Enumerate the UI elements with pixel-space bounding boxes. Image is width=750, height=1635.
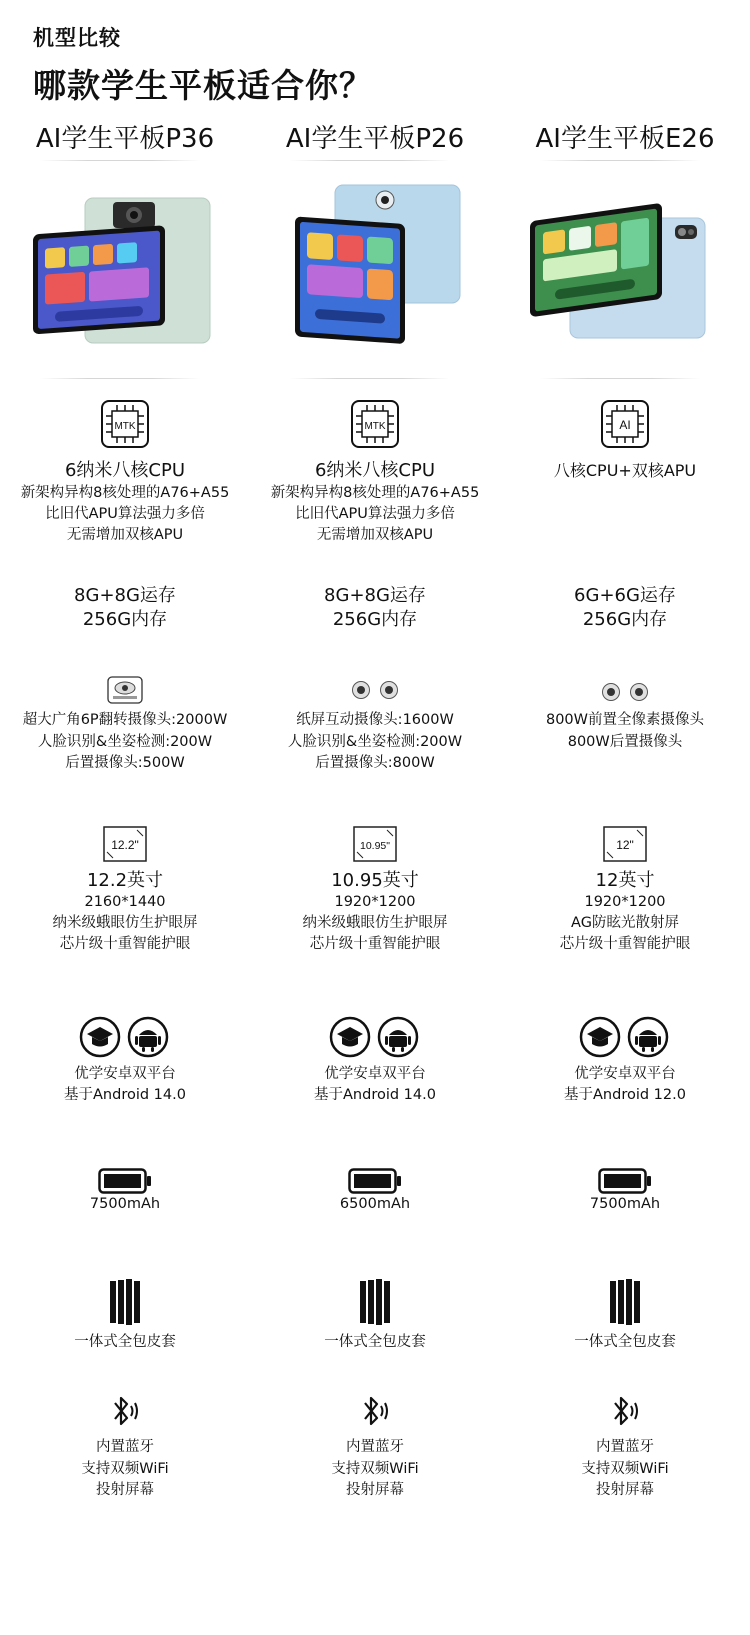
camera-line: 人脸识别&坐姿检测:200W [37,733,213,750]
memory-spec [0,584,250,632]
camera-line: 800W后置摄像头 [567,733,683,750]
battery-spec: 7500mAh [589,1196,661,1212]
cpu-line: 新架构异构8核处理的A76+A55 [270,485,480,501]
os-icons [329,1016,421,1062]
memory-line: 6G+6G运存 [574,585,676,606]
memory-line: 8G+8G运存 [74,585,176,606]
screen-line: AG防眩光散射屏 [571,915,679,931]
battery-icon [98,1168,152,1198]
connectivity-line: 支持双频WiFi [81,1460,169,1477]
memory-line: 256G内存 [582,609,668,630]
connectivity-line: 支持双频WiFi [331,1460,419,1477]
memory-line: 256G内存 [332,609,418,630]
page-title: 哪款学生平板适合你？ [33,66,373,105]
mtk-chip-icon [349,398,401,454]
svg-text:MTK: MTK [364,421,386,432]
folio-case-icon [609,1278,641,1330]
os-line: 优学安卓双平台 [324,1066,426,1082]
folio-case-icon [109,1278,141,1330]
divider [540,160,700,161]
screen-line: 芯片级十重智能护眼 [309,936,441,952]
screen-line: 1920*1200 [584,894,666,910]
cpu-spec [250,459,500,546]
camera-line: 纸屏互动摄像头:1600W [296,712,454,728]
android-icon [129,1018,167,1056]
tablet-with-top-camera-image [275,180,475,360]
screen-line: 12.2英寸 [86,870,164,891]
connectivity-line: 投射屏幕 [346,1482,404,1498]
divider [40,160,200,161]
connectivity-spec [500,1437,750,1502]
tablet-front-back-image [525,180,725,360]
camera-line: 超大广角6P翻转摄像头:2000W [22,712,228,728]
connectivity-line: 支持双频WiFi [581,1460,669,1477]
battery-spec: 7500mAh [89,1196,161,1212]
camera-line: 人脸识别&坐姿检测:200W [287,733,463,750]
divider [290,378,450,379]
battery-icon [598,1168,652,1198]
bluetooth-icon [609,1394,641,1432]
screen-spec [250,870,500,955]
camera-spec [0,710,250,775]
divider [540,378,700,379]
flip-camera-icon [107,676,143,708]
bluetooth-icon [109,1394,141,1432]
case-spec: 一体式全包皮套 [574,1334,676,1350]
screen-size-icon [103,826,147,866]
graduation-cap-icon [331,1018,369,1056]
cpu-spec [500,459,750,483]
screen-line: 纳米级蛾眼仿生护眼屏 [52,915,198,931]
connectivity-spec [250,1437,500,1502]
os-spec [0,1064,250,1106]
model-column-e26 [500,0,750,1635]
divider [40,378,200,379]
connectivity-line: 内置蓝牙 [96,1439,154,1455]
cpu-spec [0,459,250,546]
screen-line: 1920*1200 [334,894,416,910]
os-line: 优学安卓双平台 [74,1066,176,1082]
case-spec: 一体式全包皮套 [74,1334,176,1350]
android-icon [629,1018,667,1056]
screen-line: 芯片级十重智能护眼 [59,936,191,952]
screen-line: 12英寸 [595,870,655,891]
svg-text:AI: AI [619,418,631,432]
model-name: AI学生平板P26 [285,124,465,154]
battery-spec: 6500mAh [339,1196,411,1212]
dual-camera-icon [600,682,650,706]
graduation-cap-icon [581,1018,619,1056]
svg-text:MTK: MTK [114,421,136,432]
os-icons [579,1016,671,1062]
screen-spec [0,870,250,955]
screen-spec [500,870,750,955]
connectivity-spec [0,1437,250,1502]
dual-camera-icon [350,680,400,704]
connectivity-line: 投射屏幕 [96,1482,154,1498]
cpu-line: 比旧代APU算法强力多倍 [295,506,455,522]
camera-spec [250,710,500,775]
camera-line: 800W前置全像素摄像头 [545,712,704,728]
svg-text:12": 12" [616,838,634,852]
camera-line: 后置摄像头:500W [65,755,185,771]
android-icon [379,1018,417,1056]
screen-line: 10.95英寸 [331,870,419,891]
cpu-line: 6纳米八核CPU [314,460,436,481]
bluetooth-icon [359,1394,391,1432]
camera-line: 后置摄像头:800W [315,755,435,771]
mtk-chip-icon [99,398,151,454]
screen-line: 纳米级蛾眼仿生护眼屏 [302,915,448,931]
cpu-line: 无需增加双核APU [66,527,184,543]
connectivity-line: 投射屏幕 [596,1482,654,1498]
screen-line: 芯片级十重智能护眼 [559,936,691,952]
graduation-cap-icon [81,1018,119,1056]
os-line: 基于Android 14.0 [64,1087,186,1103]
model-column-p36 [0,0,250,1635]
connectivity-line: 内置蓝牙 [596,1439,654,1455]
cpu-line: 比旧代APU算法强力多倍 [45,506,205,522]
connectivity-line: 内置蓝牙 [346,1439,404,1455]
tablet-with-flip-camera-image [25,180,225,360]
os-icons [79,1016,171,1062]
screen-size-icon [353,826,397,866]
svg-text:12.2": 12.2" [111,838,139,852]
os-line: 基于Android 12.0 [564,1087,686,1103]
cpu-line: 八核CPU+双核APU [553,461,697,480]
os-spec [500,1064,750,1106]
cpu-line: 6纳米八核CPU [64,460,186,481]
screen-size-icon [603,826,647,866]
model-column-p26 [250,0,500,1635]
section-label: 机型比较 [33,26,121,50]
os-spec [250,1064,500,1106]
divider [290,160,450,161]
cpu-line: 无需增加双核APU [316,527,434,543]
memory-spec [500,584,750,632]
folio-case-icon [359,1278,391,1330]
battery-icon [348,1168,402,1198]
case-spec: 一体式全包皮套 [324,1334,426,1350]
camera-spec [500,710,750,753]
cpu-line: 新架构异构8核处理的A76+A55 [20,485,230,501]
os-line: 基于Android 14.0 [314,1087,436,1103]
model-name: AI学生平板E26 [535,124,715,154]
model-name: AI学生平板P36 [35,124,215,154]
os-line: 优学安卓双平台 [574,1066,676,1082]
memory-line: 256G内存 [82,609,168,630]
screen-line: 2160*1440 [84,894,166,910]
ai-chip-icon [599,398,651,454]
memory-spec [250,584,500,632]
svg-text:10.95": 10.95" [359,840,391,852]
memory-line: 8G+8G运存 [324,585,426,606]
